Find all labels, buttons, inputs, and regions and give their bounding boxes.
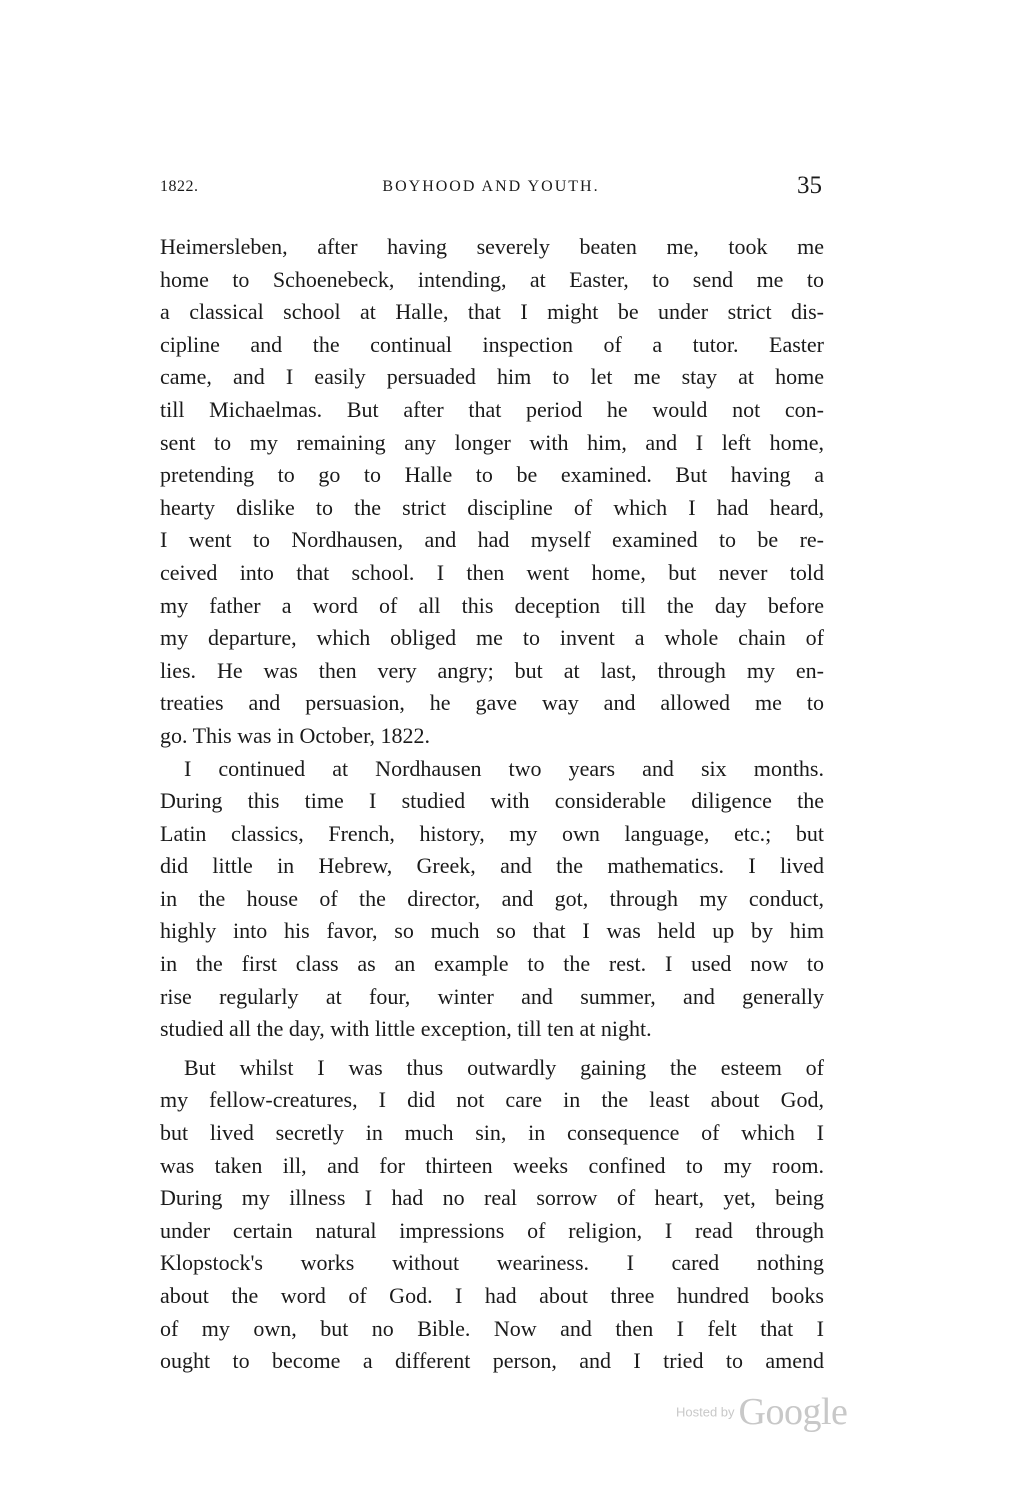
- text-line: Latin classics, French, history, my own language, etc.; but: [160, 820, 824, 846]
- text-line: till Michaelmas. But after that period he would not con-: [160, 396, 824, 422]
- text-line: highly into his favor, so much so that I was held up by him: [160, 918, 824, 944]
- text-line: my departure, which obliged me to invent a whole chain of: [160, 625, 824, 651]
- text-line: go. This was in October, 1822.: [160, 722, 431, 748]
- paragraph-2: [160, 753, 824, 1046]
- text-line: During this time I studied with considerable diligence the: [160, 788, 824, 814]
- text-line: but lived secretly in much sin, in consequence of which I: [160, 1120, 824, 1146]
- hosted-by-google-watermark: [676, 1390, 847, 1440]
- text-line: rise regularly at four, winter and summer, and generally: [160, 983, 824, 1009]
- text-line: treaties and persuasion, he gave way and allowed me to: [160, 690, 824, 716]
- text-line: my fellow-creatures, I did not care in the least about God,: [160, 1087, 824, 1113]
- text-line: came, and I easily persuaded him to let me stay at home: [160, 364, 824, 390]
- running-head-title: BOYHOOD AND YOUTH.: [382, 178, 600, 195]
- running-head: [160, 172, 822, 208]
- text-line: my father a word of all this deception till the day before: [160, 592, 824, 618]
- text-line: under certain natural impressions of religion, I read through: [160, 1217, 824, 1243]
- text-line: did little in Hebrew, Greek, and the mathematics. I lived: [160, 853, 824, 879]
- text-line: sent to my remaining any longer with him, and I left home,: [160, 429, 824, 455]
- text-line: But whilst I was thus outwardly gaining the esteem of: [184, 1054, 824, 1080]
- text-line: about the word of God. I had about three hundred books: [160, 1283, 824, 1308]
- text-line: of my own, but no Bible. Now and then I felt that I: [160, 1315, 824, 1341]
- google-logo: Google: [738, 1391, 848, 1433]
- text-line: home to Schoenebeck, intending, at Easter, to send me to: [160, 266, 824, 292]
- running-head-year: 1822.: [160, 178, 199, 195]
- text-line: hearty dislike to the strict discipline of which I had heard,: [160, 494, 824, 520]
- paragraph-3: [160, 1052, 824, 1378]
- page-number: 35: [797, 172, 822, 199]
- text-line: pretending to go to Halle to be examined. But having a: [160, 462, 824, 488]
- paragraph-1: [160, 231, 824, 753]
- text-line: During my illness I had no real sorrow of heart, yet, being: [160, 1185, 824, 1211]
- text-line: a classical school at Halle, that I might be under strict dis-: [160, 299, 824, 325]
- text-line: I continued at Nordhausen two years and six months.: [184, 755, 824, 781]
- text-line: in the first class as an example to the rest. I used now to: [160, 951, 824, 977]
- text-line: in the house of the director, and got, through my conduct,: [160, 885, 824, 911]
- text-line: Heimersleben, after having severely beaten me, took me: [160, 234, 824, 259]
- text-line: studied all the day, with little exception, till ten at night.: [160, 1016, 652, 1042]
- text-line: ought to become a different person, and I tried to amend: [160, 1348, 824, 1374]
- body-text: [160, 231, 824, 1378]
- text-line: lies. He was then very angry; but at last, through my en-: [160, 657, 824, 683]
- text-line: was taken ill, and for thirteen weeks confined to my room.: [160, 1152, 824, 1178]
- text-line: cipline and the continual inspection of a tutor. Easter: [160, 331, 824, 357]
- watermark-prefix: Hosted by: [676, 1404, 735, 1420]
- text-line: Klopstock's works without weariness. I cared nothing: [160, 1250, 824, 1276]
- text-line: I went to Nordhausen, and had myself examined to be re-: [160, 527, 824, 553]
- text-line: ceived into that school. I then went home, but never told: [160, 559, 824, 585]
